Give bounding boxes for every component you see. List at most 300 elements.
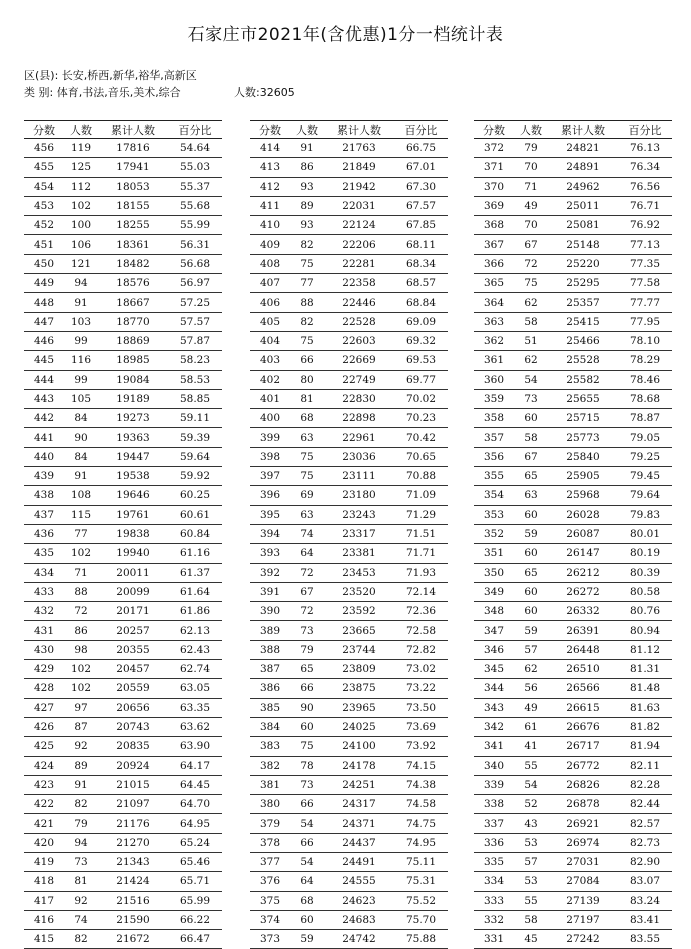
score-cell: 381 <box>250 775 290 794</box>
score-cell: 440 <box>24 447 64 466</box>
table-row <box>474 177 672 196</box>
table-row <box>250 235 448 254</box>
table-row <box>250 293 448 312</box>
cumulative-cell: 25220 <box>548 254 618 273</box>
score-cell: 345 <box>474 660 514 679</box>
score-cell: 455 <box>24 158 64 177</box>
header-score: 分数 <box>24 121 64 139</box>
score-cell: 444 <box>24 370 64 389</box>
percent-cell: 64.45 <box>168 775 222 794</box>
count-cell: 65 <box>290 660 324 679</box>
percent-cell: 70.23 <box>394 409 448 428</box>
table-row <box>250 833 448 852</box>
cumulative-cell: 24317 <box>324 795 394 814</box>
percent-cell: 67.30 <box>394 177 448 196</box>
percent-cell: 61.37 <box>168 563 222 582</box>
score-cell: 411 <box>250 196 290 215</box>
count-cell: 69 <box>290 486 324 505</box>
percent-cell: 71.51 <box>394 524 448 543</box>
score-cell: 393 <box>250 544 290 563</box>
table-row <box>24 756 222 775</box>
table-row <box>474 486 672 505</box>
table-row <box>250 814 448 833</box>
score-cell: 344 <box>474 679 514 698</box>
table-row <box>474 467 672 486</box>
table-row <box>24 737 222 756</box>
cumulative-cell: 18053 <box>98 177 168 196</box>
percent-cell: 62.43 <box>168 640 222 659</box>
cumulative-cell: 19189 <box>98 389 168 408</box>
score-cell: 433 <box>24 582 64 601</box>
score-cell: 420 <box>24 833 64 852</box>
score-cell: 394 <box>250 524 290 543</box>
percent-cell: 68.84 <box>394 293 448 312</box>
cumulative-cell: 20835 <box>98 737 168 756</box>
table-row <box>474 795 672 814</box>
score-cell: 412 <box>250 177 290 196</box>
table-row <box>24 621 222 640</box>
table-row <box>250 274 448 293</box>
cumulative-cell: 26272 <box>548 582 618 601</box>
score-cell: 402 <box>250 370 290 389</box>
count-cell: 106 <box>64 235 98 254</box>
percent-cell: 79.45 <box>618 467 672 486</box>
count-cell: 100 <box>64 216 98 235</box>
score-cell: 401 <box>250 389 290 408</box>
percent-cell: 81.94 <box>618 737 672 756</box>
table-row <box>24 139 222 158</box>
header-percent: 百分比 <box>394 121 448 139</box>
count-cell: 71 <box>514 177 548 196</box>
count-cell: 73 <box>290 621 324 640</box>
cumulative-cell: 26772 <box>548 756 618 775</box>
district-line: 区(县): 长安,桥西,新华,裕华,高新区 <box>24 69 197 82</box>
percent-cell: 68.34 <box>394 254 448 273</box>
score-table-2 <box>250 120 448 949</box>
table-row <box>24 872 222 891</box>
percent-cell: 64.70 <box>168 795 222 814</box>
cumulative-cell: 24371 <box>324 814 394 833</box>
percent-cell: 72.36 <box>394 602 448 621</box>
percent-cell: 67.57 <box>394 196 448 215</box>
score-cell: 396 <box>250 486 290 505</box>
count-cell: 82 <box>64 930 98 949</box>
count-cell: 121 <box>64 254 98 273</box>
score-cell: 391 <box>250 582 290 601</box>
header-cumulative: 累计人数 <box>324 121 394 139</box>
score-cell: 380 <box>250 795 290 814</box>
count-cell: 94 <box>64 833 98 852</box>
count-cell: 54 <box>514 370 548 389</box>
score-cell: 405 <box>250 312 290 331</box>
percent-cell: 65.71 <box>168 872 222 891</box>
count-cell: 75 <box>290 447 324 466</box>
table-row <box>250 312 448 331</box>
count-cell: 67 <box>514 447 548 466</box>
count-cell: 73 <box>64 852 98 871</box>
count-cell: 77 <box>64 524 98 543</box>
score-cell: 427 <box>24 698 64 717</box>
table-row <box>24 930 222 949</box>
cumulative-cell: 18255 <box>98 216 168 235</box>
cumulative-cell: 25968 <box>548 486 618 505</box>
cumulative-cell: 22669 <box>324 351 394 370</box>
percent-cell: 77.58 <box>618 274 672 293</box>
cumulative-cell: 20743 <box>98 717 168 736</box>
percent-cell: 62.74 <box>168 660 222 679</box>
percent-cell: 57.87 <box>168 331 222 350</box>
score-cell: 356 <box>474 447 514 466</box>
percent-cell: 73.22 <box>394 679 448 698</box>
score-cell: 435 <box>24 544 64 563</box>
count-cell: 78 <box>290 756 324 775</box>
cumulative-cell: 25655 <box>548 389 618 408</box>
score-cell: 371 <box>474 158 514 177</box>
cumulative-cell: 21672 <box>98 930 168 949</box>
cumulative-cell: 26878 <box>548 795 618 814</box>
score-cell: 352 <box>474 524 514 543</box>
cumulative-cell: 18482 <box>98 254 168 273</box>
table-header-row <box>24 121 222 139</box>
percent-cell: 75.11 <box>394 852 448 871</box>
percent-cell: 83.07 <box>618 872 672 891</box>
table-row <box>250 621 448 640</box>
count-cell: 60 <box>514 505 548 524</box>
score-cell: 366 <box>474 254 514 273</box>
score-cell: 376 <box>250 872 290 891</box>
percent-cell: 55.03 <box>168 158 222 177</box>
count-cell: 84 <box>64 409 98 428</box>
count-cell: 60 <box>290 717 324 736</box>
count-cell: 103 <box>64 312 98 331</box>
count-cell: 60 <box>514 602 548 621</box>
count-cell: 97 <box>64 698 98 717</box>
cumulative-cell: 24437 <box>324 833 394 852</box>
score-cell: 361 <box>474 351 514 370</box>
score-cell: 424 <box>24 756 64 775</box>
table-row <box>474 640 672 659</box>
percent-cell: 76.92 <box>618 216 672 235</box>
cumulative-cell: 22358 <box>324 274 394 293</box>
count-cell: 116 <box>64 351 98 370</box>
score-cell: 338 <box>474 795 514 814</box>
score-cell: 417 <box>24 891 64 910</box>
count-cell: 89 <box>64 756 98 775</box>
cumulative-cell: 24100 <box>324 737 394 756</box>
table-row <box>24 660 222 679</box>
cumulative-cell: 27084 <box>548 872 618 891</box>
count-cell: 82 <box>290 312 324 331</box>
score-cell: 407 <box>250 274 290 293</box>
table-row <box>474 139 672 158</box>
cumulative-cell: 19646 <box>98 486 168 505</box>
count-cell: 112 <box>64 177 98 196</box>
count-cell: 68 <box>290 409 324 428</box>
count-cell: 59 <box>290 930 324 949</box>
cumulative-cell: 18985 <box>98 351 168 370</box>
table-row <box>250 602 448 621</box>
table-row <box>474 544 672 563</box>
percent-cell: 60.84 <box>168 524 222 543</box>
table-row <box>24 216 222 235</box>
table-row <box>250 196 448 215</box>
score-cell: 423 <box>24 775 64 794</box>
cumulative-cell: 19447 <box>98 447 168 466</box>
table-row <box>24 467 222 486</box>
table-row <box>24 293 222 312</box>
score-cell: 386 <box>250 679 290 698</box>
score-cell: 351 <box>474 544 514 563</box>
count-cell: 75 <box>290 737 324 756</box>
count-cell: 102 <box>64 196 98 215</box>
score-cell: 439 <box>24 467 64 486</box>
percent-cell: 58.53 <box>168 370 222 389</box>
score-cell: 428 <box>24 679 64 698</box>
percent-cell: 59.92 <box>168 467 222 486</box>
percent-cell: 81.82 <box>618 717 672 736</box>
table-row <box>250 737 448 756</box>
table-row <box>250 486 448 505</box>
score-cell: 399 <box>250 428 290 447</box>
count-cell: 51 <box>514 331 548 350</box>
count-cell: 86 <box>64 621 98 640</box>
score-cell: 378 <box>250 833 290 852</box>
cumulative-cell: 27197 <box>548 910 618 929</box>
category-line <box>24 84 295 100</box>
header-percent: 百分比 <box>618 121 672 139</box>
cumulative-cell: 23036 <box>324 447 394 466</box>
cumulative-cell: 23965 <box>324 698 394 717</box>
percent-cell: 78.10 <box>618 331 672 350</box>
percent-cell: 65.46 <box>168 852 222 871</box>
percent-cell: 70.65 <box>394 447 448 466</box>
cumulative-cell: 18576 <box>98 274 168 293</box>
score-cell: 335 <box>474 852 514 871</box>
table-row <box>24 775 222 794</box>
score-cell: 445 <box>24 351 64 370</box>
table-row <box>474 505 672 524</box>
table-row <box>250 389 448 408</box>
count-cell: 58 <box>514 428 548 447</box>
cumulative-cell: 18361 <box>98 235 168 254</box>
score-cell: 365 <box>474 274 514 293</box>
score-cell: 377 <box>250 852 290 871</box>
cumulative-cell: 26332 <box>548 602 618 621</box>
cumulative-cell: 17816 <box>98 139 168 158</box>
table-row <box>250 177 448 196</box>
table-row <box>250 351 448 370</box>
table-row <box>250 370 448 389</box>
percent-cell: 74.95 <box>394 833 448 852</box>
table-row <box>250 640 448 659</box>
percent-cell: 73.50 <box>394 698 448 717</box>
count-cell: 60 <box>290 910 324 929</box>
percent-cell: 75.70 <box>394 910 448 929</box>
table-row <box>474 235 672 254</box>
score-cell: 395 <box>250 505 290 524</box>
cumulative-cell: 25715 <box>548 409 618 428</box>
percent-cell: 69.77 <box>394 370 448 389</box>
table-row <box>24 717 222 736</box>
cumulative-cell: 26615 <box>548 698 618 717</box>
count-cell: 52 <box>514 795 548 814</box>
score-cell: 404 <box>250 331 290 350</box>
cumulative-cell: 20457 <box>98 660 168 679</box>
score-cell: 389 <box>250 621 290 640</box>
count-cell: 41 <box>514 737 548 756</box>
count-cell: 71 <box>64 563 98 582</box>
score-cell: 367 <box>474 235 514 254</box>
count-cell: 91 <box>290 139 324 158</box>
count-cell: 91 <box>64 775 98 794</box>
count-cell: 86 <box>290 158 324 177</box>
count-cell: 108 <box>64 486 98 505</box>
table-row <box>24 524 222 543</box>
percent-cell: 80.39 <box>618 563 672 582</box>
count-cell: 94 <box>64 274 98 293</box>
table-row <box>474 293 672 312</box>
percent-cell: 56.68 <box>168 254 222 273</box>
cumulative-cell: 17941 <box>98 158 168 177</box>
cumulative-cell: 23744 <box>324 640 394 659</box>
table-row <box>24 370 222 389</box>
cumulative-cell: 24742 <box>324 930 394 949</box>
count-cell: 81 <box>290 389 324 408</box>
cumulative-cell: 24683 <box>324 910 394 929</box>
percent-cell: 58.23 <box>168 351 222 370</box>
percent-cell: 81.12 <box>618 640 672 659</box>
score-cell: 422 <box>24 795 64 814</box>
table-row <box>250 428 448 447</box>
cumulative-cell: 22124 <box>324 216 394 235</box>
header-cumulative: 累计人数 <box>98 121 168 139</box>
count-cell: 64 <box>290 872 324 891</box>
percent-cell: 82.11 <box>618 756 672 775</box>
table-row <box>474 756 672 775</box>
percent-cell: 81.48 <box>618 679 672 698</box>
percent-cell: 73.92 <box>394 737 448 756</box>
score-cell: 429 <box>24 660 64 679</box>
percent-cell: 55.68 <box>168 196 222 215</box>
percent-cell: 59.64 <box>168 447 222 466</box>
table-row <box>474 254 672 273</box>
header-cumulative: 累计人数 <box>548 121 618 139</box>
score-cell: 436 <box>24 524 64 543</box>
percent-cell: 74.38 <box>394 775 448 794</box>
percent-cell: 67.85 <box>394 216 448 235</box>
percent-cell: 77.77 <box>618 293 672 312</box>
score-table-1 <box>24 120 222 949</box>
table-row <box>250 852 448 871</box>
table-row <box>250 467 448 486</box>
score-cell: 456 <box>24 139 64 158</box>
percent-cell: 80.94 <box>618 621 672 640</box>
table-row <box>474 833 672 852</box>
cumulative-cell: 26212 <box>548 563 618 582</box>
score-cell: 431 <box>24 621 64 640</box>
percent-cell: 77.95 <box>618 312 672 331</box>
cumulative-cell: 26510 <box>548 660 618 679</box>
table-row <box>24 698 222 717</box>
cumulative-cell: 19273 <box>98 409 168 428</box>
cumulative-cell: 21343 <box>98 852 168 871</box>
table-row <box>474 621 672 640</box>
score-cell: 375 <box>250 891 290 910</box>
cumulative-cell: 22961 <box>324 428 394 447</box>
count-cell: 72 <box>514 254 548 273</box>
cumulative-cell: 19084 <box>98 370 168 389</box>
count-cell: 115 <box>64 505 98 524</box>
table-row <box>250 698 448 717</box>
score-cell: 415 <box>24 930 64 949</box>
table-row <box>24 486 222 505</box>
table-row <box>24 910 222 929</box>
table-row <box>24 389 222 408</box>
score-cell: 379 <box>250 814 290 833</box>
table-row <box>474 852 672 871</box>
score-cell: 334 <box>474 872 514 891</box>
score-cell: 333 <box>474 891 514 910</box>
percent-cell: 83.41 <box>618 910 672 929</box>
count-cell: 74 <box>290 524 324 543</box>
count-cell: 62 <box>514 660 548 679</box>
count-cell: 73 <box>290 775 324 794</box>
cumulative-cell: 21015 <box>98 775 168 794</box>
score-cell: 387 <box>250 660 290 679</box>
score-cell: 369 <box>474 196 514 215</box>
cumulative-cell: 26717 <box>548 737 618 756</box>
percent-cell: 69.09 <box>394 312 448 331</box>
table-header-row <box>250 121 448 139</box>
cumulative-cell: 25905 <box>548 467 618 486</box>
table-row <box>250 679 448 698</box>
percent-cell: 63.62 <box>168 717 222 736</box>
percent-cell: 80.58 <box>618 582 672 601</box>
table-row <box>474 274 672 293</box>
table-row <box>250 795 448 814</box>
percent-cell: 82.28 <box>618 775 672 794</box>
table-row <box>250 717 448 736</box>
cumulative-cell: 22830 <box>324 389 394 408</box>
cumulative-cell: 26391 <box>548 621 618 640</box>
table-row <box>250 775 448 794</box>
cumulative-cell: 19761 <box>98 505 168 524</box>
percent-cell: 80.01 <box>618 524 672 543</box>
table-row <box>24 235 222 254</box>
count-cell: 67 <box>514 235 548 254</box>
percent-cell: 55.37 <box>168 177 222 196</box>
score-cell: 421 <box>24 814 64 833</box>
score-cell: 385 <box>250 698 290 717</box>
table-row <box>250 891 448 910</box>
count-cell: 57 <box>514 640 548 659</box>
percent-cell: 72.82 <box>394 640 448 659</box>
score-cell: 384 <box>250 717 290 736</box>
score-cell: 392 <box>250 563 290 582</box>
cumulative-cell: 24025 <box>324 717 394 736</box>
score-cell: 446 <box>24 331 64 350</box>
count-cell: 54 <box>290 852 324 871</box>
cumulative-cell: 26974 <box>548 833 618 852</box>
percent-cell: 71.71 <box>394 544 448 563</box>
percent-cell: 66.75 <box>394 139 448 158</box>
count-cell: 75 <box>290 254 324 273</box>
count-cell: 89 <box>290 196 324 215</box>
percent-cell: 78.87 <box>618 409 672 428</box>
table-row <box>24 505 222 524</box>
score-cell: 363 <box>474 312 514 331</box>
table-row <box>24 563 222 582</box>
